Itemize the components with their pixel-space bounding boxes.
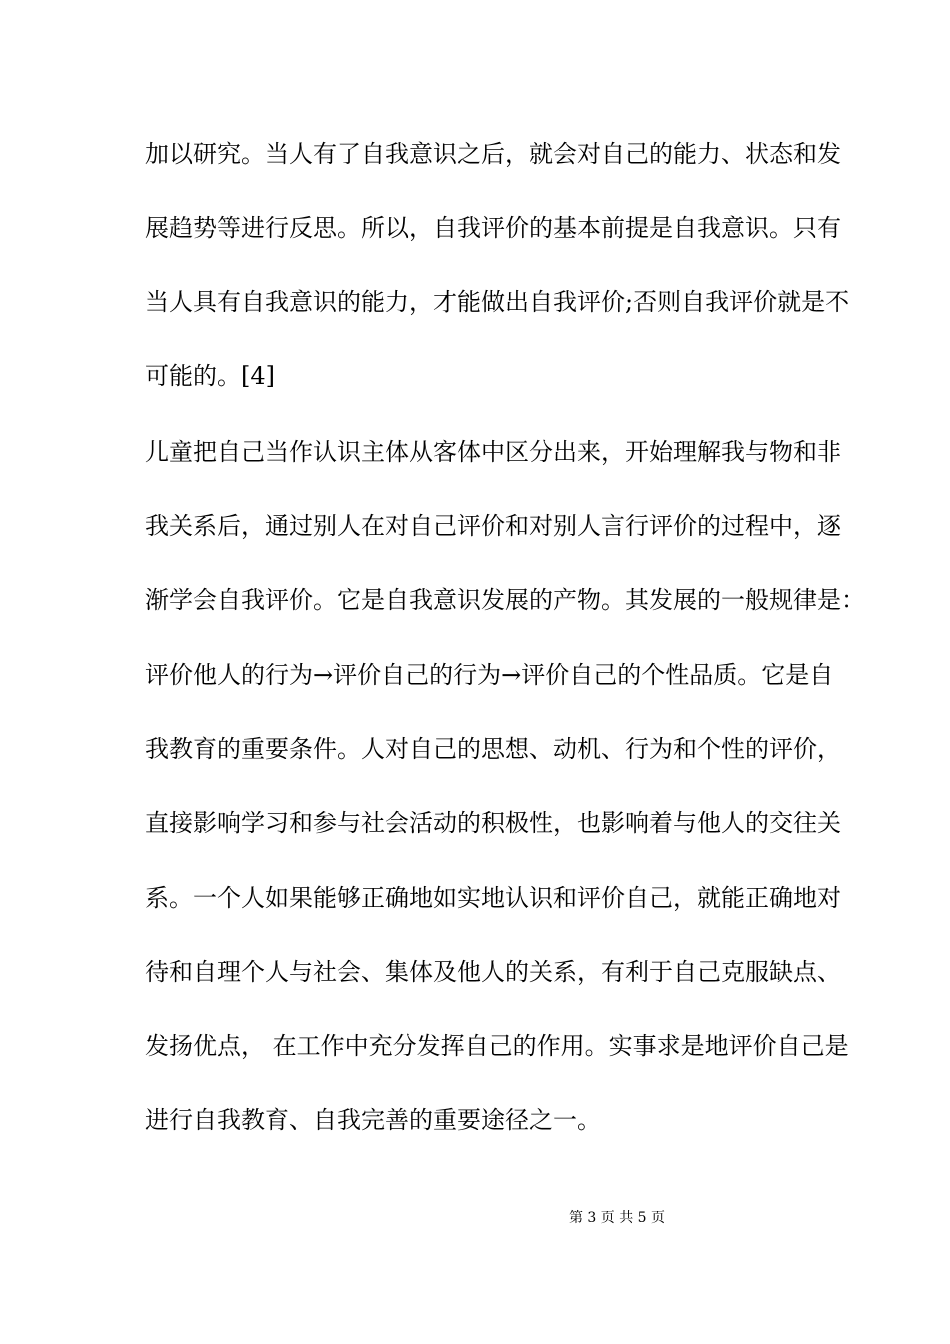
paragraph-line-12: 待和自理个人与社会、集体及他人的关系，有利于自己克服缺点、 bbox=[145, 958, 841, 986]
paragraph-line-9: 我教育的重要条件。人对自己的思想、动机、行为和个性的评价， bbox=[145, 735, 841, 763]
paragraph-line-2: 展趋势等进行反思。所以，自我评价的基本前提是自我意识。只有 bbox=[145, 214, 841, 242]
paragraph-line-10: 直接影响学习和参与社会活动的积极性，也影响着与他人的交往关 bbox=[145, 809, 841, 837]
paragraph-line-5: 儿童把自己当作认识主体从客体中区分出来，开始理解我与物和非 bbox=[145, 438, 841, 466]
paragraph-line-3: 当人具有自我意识的能力，才能做出自我评价;否则自我评价就是不 bbox=[145, 288, 850, 316]
paragraph-line-1: 加以研究。当人有了自我意识之后，就会对自己的能力、状态和发 bbox=[145, 140, 841, 168]
paragraph-line-11: 系。一个人如果能够正确地如实地认识和评价自己，就能正确地对 bbox=[145, 884, 841, 912]
page-number: 第 3 页 共 5 页 bbox=[568, 1210, 666, 1226]
paragraph-line-6: 我关系后，通过别人在对自己评价和对别人言行评价的过程中，逐 bbox=[145, 512, 841, 540]
paragraph-line-13: 发扬优点， 在工作中充分发挥自己的作用。实事求是地评价自己是 bbox=[145, 1032, 849, 1060]
paragraph-line-7: 渐学会自我评价。它是自我意识发展的产物。其发展的一般规律是： bbox=[145, 586, 865, 614]
paragraph-line-14: 进行自我教育、自我完善的重要途径之一。 bbox=[145, 1106, 601, 1134]
paragraph-line-8: 评价他人的行为→评价自己的行为→评价自己的个性品质。它是自 bbox=[145, 661, 834, 689]
paragraph-line-4: 可能的。[4] bbox=[145, 362, 275, 390]
page-footer bbox=[0, 1208, 950, 1228]
